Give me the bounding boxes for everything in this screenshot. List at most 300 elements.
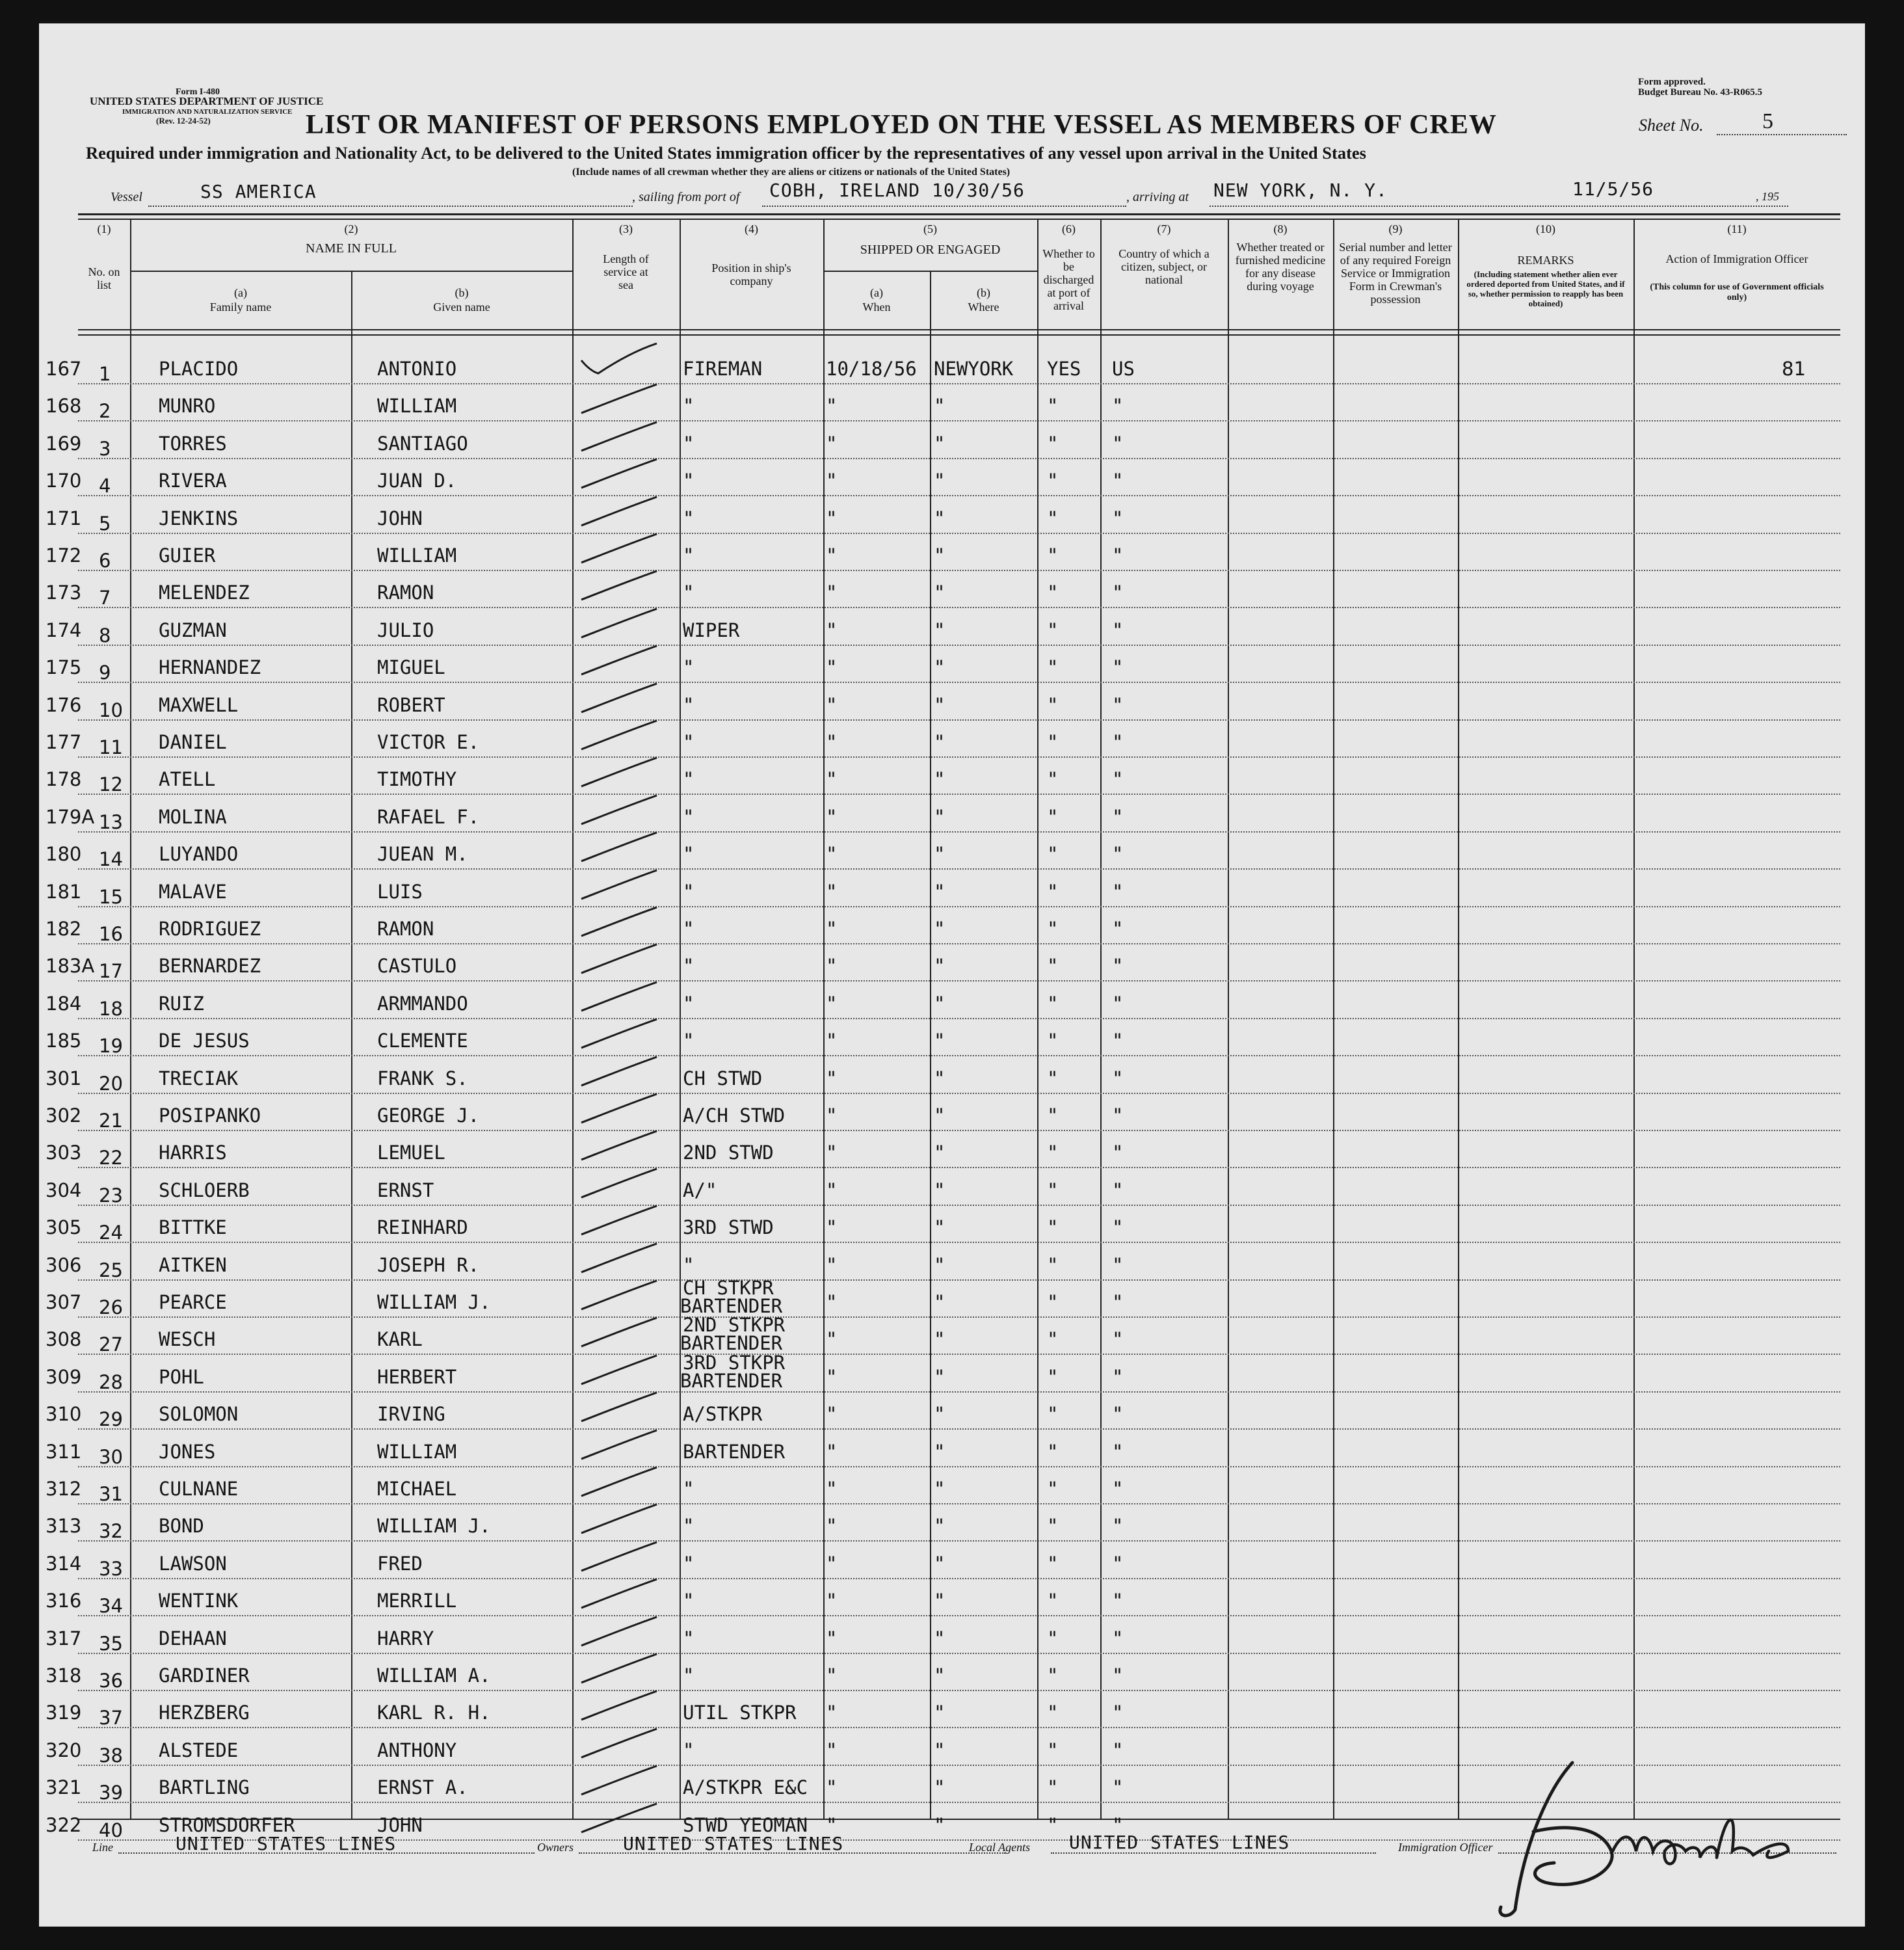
col11-note: (This column for use of Government officials only) bbox=[1650, 282, 1824, 302]
shipped-when-cell: " bbox=[826, 1515, 838, 1538]
position-cell: UTIL STKPR bbox=[683, 1702, 797, 1724]
country-cell: " bbox=[1112, 432, 1124, 455]
shipped-when-cell: " bbox=[826, 1328, 838, 1351]
service-check-mark bbox=[579, 1685, 670, 1724]
position-cell: WIPER bbox=[683, 619, 740, 641]
position-cell-line2: BARTENDER bbox=[680, 1369, 783, 1392]
vessel-label: Vessel bbox=[111, 190, 142, 204]
shipped-where-cell: " bbox=[934, 1216, 945, 1239]
row-number: 6 bbox=[99, 550, 111, 572]
discharge-cell: " bbox=[1047, 432, 1059, 455]
col11-number: (11) bbox=[1727, 222, 1747, 235]
col5-heading: SHIPPED OR ENGAGED bbox=[860, 243, 1001, 257]
col3-heading: Length of service at sea bbox=[603, 252, 649, 291]
shipped-when-cell: " bbox=[826, 1142, 838, 1164]
given-name-cell: ANTONIO bbox=[377, 358, 457, 380]
position-cell: " bbox=[683, 470, 694, 492]
col10-note: (Including statement whether alien ever ordered deported from United States, and if so, whether permission to reapply has been obtained) bbox=[1466, 269, 1625, 308]
table-row bbox=[46, 1541, 1840, 1580]
crew-id-handwritten: 305 bbox=[46, 1216, 82, 1239]
crew-id-handwritten: 322 bbox=[46, 1813, 82, 1836]
country-cell: " bbox=[1112, 507, 1124, 529]
table-row bbox=[46, 1690, 1840, 1730]
crew-id-handwritten: 306 bbox=[46, 1253, 82, 1276]
discharge-cell: " bbox=[1047, 507, 1059, 529]
crew-id-handwritten: 170 bbox=[46, 470, 82, 492]
shipped-where-cell: NEWYORK bbox=[934, 358, 1014, 380]
table-row bbox=[46, 869, 1840, 908]
given-name-cell: RAFAEL F. bbox=[377, 805, 480, 828]
row-number: 4 bbox=[99, 475, 111, 498]
arrival-date: 11/5/56 bbox=[1572, 178, 1654, 200]
country-cell: " bbox=[1112, 1030, 1124, 1052]
col2-number: (2) bbox=[344, 222, 358, 235]
crew-id-handwritten: 169 bbox=[46, 432, 82, 455]
given-name-cell: LUIS bbox=[377, 880, 423, 903]
position-cell: " bbox=[683, 843, 694, 866]
country-cell: " bbox=[1112, 1403, 1124, 1426]
given-name-cell: WILLIAM bbox=[377, 544, 457, 567]
table-row bbox=[46, 981, 1840, 1020]
given-name-cell: CLEMENTE bbox=[377, 1030, 468, 1052]
col8-heading: Whether treated or furnished medicine for any disease during voyage bbox=[1235, 241, 1326, 293]
shipped-where-cell: " bbox=[934, 1739, 945, 1761]
position-cell: " bbox=[683, 1664, 694, 1687]
shipped-when-cell: " bbox=[826, 1776, 838, 1799]
given-name-cell: REINHARD bbox=[377, 1216, 468, 1239]
row-number: 20 bbox=[99, 1072, 123, 1095]
table-row bbox=[46, 1205, 1840, 1244]
crew-id-handwritten: 308 bbox=[46, 1328, 82, 1351]
position-cell: 3RD STKPR bbox=[683, 1351, 786, 1374]
country-cell: " bbox=[1112, 880, 1124, 903]
crew-id-handwritten: 184 bbox=[46, 992, 82, 1015]
shipped-where-cell: " bbox=[934, 470, 945, 492]
shipped-when-cell: " bbox=[826, 395, 838, 418]
family-name-cell: PEARCE bbox=[159, 1291, 227, 1313]
position-cell: " bbox=[683, 731, 694, 753]
country-cell: " bbox=[1112, 1291, 1124, 1313]
crew-id-handwritten: 174 bbox=[46, 619, 82, 641]
shipped-when-cell: " bbox=[826, 805, 838, 828]
given-name-cell: WILLIAM J. bbox=[377, 1515, 491, 1538]
col11-heading: Action of Immigration Officer bbox=[1665, 252, 1808, 265]
discharge-cell: " bbox=[1047, 1365, 1059, 1388]
service-check-mark bbox=[579, 1759, 670, 1798]
given-name-cell: HERBERT bbox=[377, 1365, 457, 1388]
shipped-where-cell: " bbox=[934, 1403, 945, 1426]
table-row bbox=[46, 682, 1840, 721]
service-check-mark bbox=[579, 528, 670, 567]
col5-number: (5) bbox=[923, 222, 937, 235]
form-number: Form I-480 bbox=[176, 87, 220, 97]
crew-id-handwritten: 303 bbox=[46, 1142, 82, 1164]
arriving-at: NEW YORK, N. Y. bbox=[1213, 180, 1388, 201]
country-cell: " bbox=[1112, 1590, 1124, 1612]
shipped-when-cell: " bbox=[826, 1253, 838, 1276]
service-check-mark bbox=[579, 1088, 670, 1127]
row-number: 35 bbox=[99, 1632, 123, 1655]
shipped-when-cell: " bbox=[826, 544, 838, 567]
row-number: 27 bbox=[99, 1333, 123, 1356]
discharge-cell: " bbox=[1047, 1030, 1059, 1052]
service-check-mark bbox=[579, 1274, 670, 1313]
table-row bbox=[46, 756, 1840, 796]
discharge-cell: " bbox=[1047, 1179, 1059, 1201]
col2b-number: (b) bbox=[455, 286, 469, 299]
country-cell: " bbox=[1112, 1328, 1124, 1351]
discharge-cell: " bbox=[1047, 805, 1059, 828]
given-name-cell: HARRY bbox=[377, 1627, 434, 1649]
country-cell: " bbox=[1112, 544, 1124, 567]
given-name-cell: JOHN bbox=[377, 1813, 423, 1836]
row-number: 34 bbox=[99, 1595, 123, 1618]
position-cell: " bbox=[683, 507, 694, 529]
shipped-when-cell: " bbox=[826, 1739, 838, 1761]
crew-id-handwritten: 180 bbox=[46, 843, 82, 866]
table-row bbox=[46, 1391, 1840, 1431]
discharge-cell: " bbox=[1047, 1664, 1059, 1687]
shipped-where-cell: " bbox=[934, 1104, 945, 1127]
manifest-sheet bbox=[39, 23, 1865, 1927]
col6-number: (6) bbox=[1062, 222, 1076, 235]
crew-id-handwritten: 319 bbox=[46, 1702, 82, 1724]
service-check-mark bbox=[579, 677, 670, 716]
service-check-mark bbox=[579, 1237, 670, 1276]
family-name-cell: ATELL bbox=[159, 768, 216, 791]
row-number: 19 bbox=[99, 1035, 123, 1058]
family-name-cell: GUIER bbox=[159, 544, 216, 567]
given-name-cell: ERNST A. bbox=[377, 1776, 468, 1799]
given-name-cell: KARL bbox=[377, 1328, 423, 1351]
service-check-mark bbox=[579, 751, 670, 790]
shipped-when-cell: " bbox=[826, 918, 838, 940]
discharge-cell: " bbox=[1047, 1702, 1059, 1724]
row-number: 10 bbox=[99, 699, 123, 721]
row-number: 2 bbox=[99, 400, 111, 423]
shipped-where-cell: " bbox=[934, 1440, 945, 1463]
family-name-cell: PLACIDO bbox=[159, 358, 239, 380]
service-check-mark bbox=[579, 565, 670, 604]
col6-heading: Whether to be discharged at port of arrival bbox=[1042, 247, 1095, 312]
discharge-cell: " bbox=[1047, 1440, 1059, 1463]
immigration-officer-signature bbox=[1483, 1754, 1847, 1923]
row-number: 23 bbox=[99, 1184, 123, 1207]
discharge-cell: " bbox=[1047, 918, 1059, 940]
position-cell: 2ND STKPR bbox=[683, 1314, 786, 1337]
service-check-mark bbox=[579, 864, 670, 903]
family-name-cell: TORRES bbox=[159, 432, 227, 455]
row-number: 40 bbox=[99, 1819, 123, 1841]
family-name-cell: BITTKE bbox=[159, 1216, 227, 1239]
row-number: 33 bbox=[99, 1557, 123, 1580]
discharge-cell: " bbox=[1047, 992, 1059, 1015]
discharge-cell: " bbox=[1047, 1067, 1059, 1089]
discharge-cell: " bbox=[1047, 843, 1059, 866]
position-cell: " bbox=[683, 395, 694, 418]
immigration-officer-label: Immigration Officer bbox=[1398, 1841, 1493, 1854]
approval-line-1: Form approved. bbox=[1638, 77, 1706, 87]
discharge-cell: " bbox=[1047, 1142, 1059, 1164]
given-name-cell: JOSEPH R. bbox=[377, 1253, 480, 1276]
discharge-cell: " bbox=[1047, 1515, 1059, 1538]
country-cell: " bbox=[1112, 1739, 1124, 1761]
family-name-cell: MALAVE bbox=[159, 880, 227, 903]
col2a-heading: Family name bbox=[209, 301, 272, 314]
shipped-where-cell: " bbox=[934, 843, 945, 866]
shipped-when-cell: " bbox=[826, 1627, 838, 1649]
shipped-where-cell: " bbox=[934, 544, 945, 567]
inclusion-note: (Include names of all crewman whether they are aliens or citizens or nationals of the United States) bbox=[572, 167, 1011, 178]
table-row bbox=[46, 458, 1840, 498]
col5b-number: (b) bbox=[977, 286, 990, 299]
given-name-cell: ERNST bbox=[377, 1179, 434, 1201]
family-name-cell: ALSTEDE bbox=[159, 1739, 239, 1761]
given-name-cell: MIGUEL bbox=[377, 656, 445, 679]
position-cell: " bbox=[683, 693, 694, 716]
row-number: 24 bbox=[99, 1222, 123, 1244]
discharge-cell: " bbox=[1047, 544, 1059, 567]
shipped-when-cell: " bbox=[826, 693, 838, 716]
shipped-when-cell: " bbox=[826, 768, 838, 791]
country-cell: " bbox=[1112, 805, 1124, 828]
crew-id-handwritten: 302 bbox=[46, 1104, 82, 1127]
shipped-where-cell: " bbox=[934, 955, 945, 978]
approval-line-2: Budget Bureau No. 43-R065.5 bbox=[1638, 87, 1762, 98]
family-name-cell: MUNRO bbox=[159, 395, 216, 418]
service-check-mark bbox=[579, 1498, 670, 1537]
service-check-mark bbox=[579, 1162, 670, 1201]
department-name: UNITED STATES DEPARTMENT OF JUSTICE bbox=[90, 95, 324, 107]
table-row bbox=[46, 831, 1840, 871]
row-number: 17 bbox=[99, 960, 123, 983]
country-cell: " bbox=[1112, 1067, 1124, 1089]
shipped-when-cell: " bbox=[826, 1440, 838, 1463]
service-check-mark bbox=[579, 1349, 670, 1388]
table-row bbox=[46, 496, 1840, 535]
service-check-mark bbox=[579, 1125, 670, 1164]
table-row bbox=[46, 383, 1840, 423]
discharge-cell: " bbox=[1047, 880, 1059, 903]
given-name-cell: WILLIAM bbox=[377, 395, 457, 418]
crew-id-handwritten: 183A bbox=[46, 955, 95, 978]
position-cell: CH STWD bbox=[683, 1067, 763, 1089]
service-check-mark bbox=[579, 714, 670, 753]
country-cell: " bbox=[1112, 768, 1124, 791]
family-name-cell: BERNARDEZ bbox=[159, 955, 261, 978]
table-row bbox=[46, 943, 1840, 983]
shipped-when-cell: " bbox=[826, 432, 838, 455]
service-check-mark bbox=[579, 341, 670, 380]
owners-label: Owners bbox=[537, 1841, 574, 1854]
country-cell: " bbox=[1112, 693, 1124, 716]
service-check-mark bbox=[579, 1573, 670, 1612]
col2-heading: NAME IN FULL bbox=[306, 241, 397, 256]
shipped-where-cell: " bbox=[934, 656, 945, 679]
shipped-when-cell: " bbox=[826, 1552, 838, 1575]
discharge-cell: " bbox=[1047, 1590, 1059, 1612]
position-cell-line2: BARTENDER bbox=[680, 1332, 783, 1355]
shipped-when-cell: 10/18/56 bbox=[826, 358, 917, 380]
position-cell: CH STKPR bbox=[683, 1277, 774, 1299]
position-cell: " bbox=[683, 880, 694, 903]
position-cell: " bbox=[683, 992, 694, 1015]
shipped-where-cell: " bbox=[934, 1664, 945, 1687]
table-row bbox=[46, 1168, 1840, 1207]
country-cell: " bbox=[1112, 1179, 1124, 1201]
crew-id-handwritten: 301 bbox=[46, 1067, 82, 1089]
table-row bbox=[46, 1653, 1840, 1692]
family-name-cell: BARTLING bbox=[159, 1776, 250, 1799]
crew-id-handwritten: 310 bbox=[46, 1403, 82, 1426]
given-name-cell: FRED bbox=[377, 1552, 423, 1575]
service-check-mark bbox=[579, 639, 670, 678]
table-row bbox=[46, 794, 1840, 833]
sailing-from: COBH, IRELAND 10/30/56 bbox=[769, 180, 1025, 201]
country-cell: " bbox=[1112, 992, 1124, 1015]
shipped-when-cell: " bbox=[826, 1403, 838, 1426]
given-name-cell: RAMON bbox=[377, 918, 434, 940]
crew-id-handwritten: 316 bbox=[46, 1590, 82, 1612]
shipped-when-cell: " bbox=[826, 1664, 838, 1687]
row-number: 16 bbox=[99, 923, 123, 945]
shipped-where-cell: " bbox=[934, 432, 945, 455]
service-check-mark bbox=[579, 1797, 670, 1836]
given-name-cell: CASTULO bbox=[377, 955, 457, 978]
crew-id-handwritten: 171 bbox=[46, 507, 82, 529]
table-row bbox=[46, 1578, 1840, 1618]
shipped-when-cell: " bbox=[826, 992, 838, 1015]
given-name-cell: JUAN D. bbox=[377, 470, 457, 492]
shipped-when-cell: " bbox=[826, 507, 838, 529]
crew-id-handwritten: 175 bbox=[46, 656, 82, 679]
shipped-when-cell: " bbox=[826, 656, 838, 679]
shipped-when-cell: " bbox=[826, 1365, 838, 1388]
family-name-cell: HERZBERG bbox=[159, 1702, 250, 1724]
shipped-where-cell: " bbox=[934, 1702, 945, 1724]
family-name-cell: MOLINA bbox=[159, 805, 227, 828]
given-name-cell: ROBERT bbox=[377, 693, 445, 716]
col4-heading: Position in ship's company bbox=[711, 261, 791, 287]
shipped-where-cell: " bbox=[934, 1142, 945, 1164]
service-check-mark bbox=[579, 1013, 670, 1052]
col1-heading: No. on list bbox=[88, 265, 120, 291]
table-row bbox=[46, 1503, 1840, 1543]
col2b-heading: Given name bbox=[433, 301, 490, 314]
position-cell: 3RD STWD bbox=[683, 1216, 774, 1239]
family-name-cell: CULNANE bbox=[159, 1478, 239, 1500]
shipped-where-cell: " bbox=[934, 1328, 945, 1351]
country-cell: US bbox=[1112, 358, 1135, 380]
row-number: 28 bbox=[99, 1370, 123, 1393]
position-cell: A/STKPR E&C bbox=[683, 1776, 808, 1799]
shipped-when-cell: " bbox=[826, 1104, 838, 1127]
discharge-cell: " bbox=[1047, 1403, 1059, 1426]
family-name-cell: JENKINS bbox=[159, 507, 239, 529]
family-name-cell: SOLOMON bbox=[159, 1403, 239, 1426]
row-number: 38 bbox=[99, 1744, 123, 1767]
col2a-number: (a) bbox=[234, 286, 247, 299]
shipped-where-cell: " bbox=[934, 1291, 945, 1313]
shipped-where-cell: " bbox=[934, 918, 945, 940]
family-name-cell: BOND bbox=[159, 1515, 204, 1538]
shipped-when-cell: " bbox=[826, 880, 838, 903]
shipped-when-cell: " bbox=[826, 619, 838, 641]
sheet-number: 5 bbox=[1762, 109, 1773, 133]
position-cell: A/CH STWD bbox=[683, 1104, 786, 1127]
crew-id-handwritten: 168 bbox=[46, 395, 82, 418]
given-name-cell: VICTOR E. bbox=[377, 731, 480, 753]
shipped-when-cell: " bbox=[826, 1702, 838, 1724]
shipped-where-cell: " bbox=[934, 619, 945, 641]
position-cell: " bbox=[683, 1739, 694, 1761]
crew-id-handwritten: 313 bbox=[46, 1515, 82, 1538]
local-agents-label: Local Agents bbox=[969, 1841, 1031, 1854]
given-name-cell: JUEAN M. bbox=[377, 843, 468, 866]
crew-id-handwritten: 312 bbox=[46, 1478, 82, 1500]
shipped-where-cell: " bbox=[934, 805, 945, 828]
discharge-cell: " bbox=[1047, 1328, 1059, 1351]
col9-number: (9) bbox=[1388, 222, 1403, 235]
country-cell: " bbox=[1112, 581, 1124, 604]
table-row bbox=[46, 533, 1840, 572]
page-title: LIST OR MANIFEST OF PERSONS EMPLOYED ON THE VESSEL AS MEMBERS OF CREW bbox=[306, 110, 1497, 140]
row-number: 3 bbox=[99, 437, 111, 460]
row-number: 1 bbox=[99, 363, 111, 385]
crew-id-handwritten: 304 bbox=[46, 1179, 82, 1201]
family-name-cell: WENTINK bbox=[159, 1590, 239, 1612]
family-name-cell: LAWSON bbox=[159, 1552, 227, 1575]
table-row bbox=[46, 1616, 1840, 1655]
col5a-heading: When bbox=[862, 301, 891, 314]
shipped-where-cell: " bbox=[934, 1365, 945, 1388]
shipped-when-cell: " bbox=[826, 1590, 838, 1612]
country-cell: " bbox=[1112, 1776, 1124, 1799]
service-check-mark bbox=[579, 1199, 670, 1238]
family-name-cell: POSIPANKO bbox=[159, 1104, 261, 1127]
crew-id-handwritten: 177 bbox=[46, 731, 82, 753]
country-cell: " bbox=[1112, 1813, 1124, 1836]
discharge-cell: " bbox=[1047, 1739, 1059, 1761]
family-name-cell: DEHAAN bbox=[159, 1627, 227, 1649]
country-cell: " bbox=[1112, 1664, 1124, 1687]
crew-id-handwritten: 307 bbox=[46, 1291, 82, 1313]
position-cell: " bbox=[683, 768, 694, 791]
shipped-where-cell: " bbox=[934, 1179, 945, 1201]
family-name-cell: JONES bbox=[159, 1440, 216, 1463]
crew-id-handwritten: 317 bbox=[46, 1627, 82, 1649]
country-cell: " bbox=[1112, 1104, 1124, 1127]
position-cell: " bbox=[683, 656, 694, 679]
country-cell: " bbox=[1112, 1515, 1124, 1538]
table-row bbox=[46, 1277, 1840, 1318]
crew-id-handwritten: 318 bbox=[46, 1664, 82, 1687]
family-name-cell: DE JESUS bbox=[159, 1030, 250, 1052]
shipped-where-cell: " bbox=[934, 1030, 945, 1052]
col10-heading: REMARKS bbox=[1517, 254, 1574, 267]
service-check-mark bbox=[579, 490, 670, 529]
given-name-cell: JULIO bbox=[377, 619, 434, 641]
service-check-mark bbox=[579, 938, 670, 977]
shipped-where-cell: " bbox=[934, 693, 945, 716]
family-name-cell: MELENDEZ bbox=[159, 581, 250, 604]
discharge-cell: " bbox=[1047, 619, 1059, 641]
service-check-mark bbox=[579, 1311, 670, 1350]
position-cell: " bbox=[683, 1030, 694, 1052]
sheet-no-label: Sheet No. bbox=[1639, 116, 1704, 135]
shipped-where-cell: " bbox=[934, 395, 945, 418]
col8-number: (8) bbox=[1273, 222, 1288, 235]
